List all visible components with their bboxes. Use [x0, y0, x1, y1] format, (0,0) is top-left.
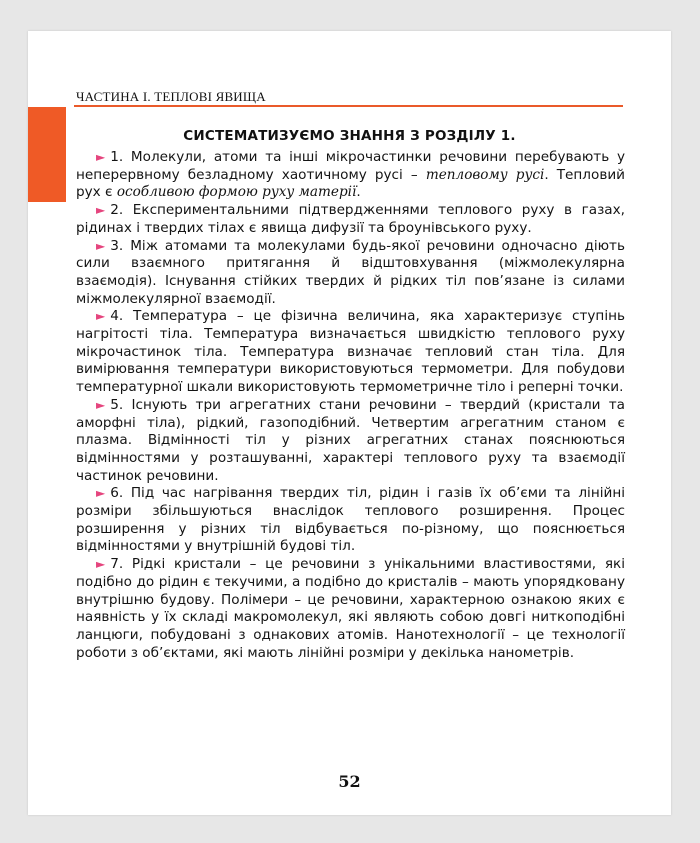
summary-list: [76, 149, 625, 662]
triangle-bullet-icon: ►: [96, 486, 106, 501]
triangle-bullet-icon: ►: [96, 397, 106, 412]
section-title: СИСТЕМАТИЗУЄМО ЗНАННЯ З РОЗДІЛУ 1.: [183, 128, 516, 144]
running-header: ЧАСТИНА І. ТЕПЛОВІ ЯВИЩА: [76, 89, 266, 104]
page-number: 52: [338, 772, 361, 791]
list-item: ► 1. Молекули, атоми та інші мікрочастинки речовини перебувають у неперервному безладному хаотичному русі – тепловому русі. Тепловий рух є особливою формою руху матерії.: [76, 149, 625, 201]
book-page: [28, 31, 671, 815]
list-item: ► 4. Температура – це фізична величина, яка характеризує ступінь нагрітості тіла. Температура визначається швидкістю теплового руху мікрочастинок тіла. Температура визначає тепловий стан тіла. Для вимірювання температури використовуються термометри. Для побудови температурної шкали використовують термометричне тіло і реперні точки.: [76, 308, 625, 396]
header-divider: [74, 105, 623, 107]
list-item: ► 7. Рідкі кристали – це речовини з унікальними властивостями, які подібно до рідин є текучими, а подібно до кристалів – мають упорядковану внутрішню будову. Полімери – це речовини, характерною ознакою яких є наявність у їх складі макромолекул, які являють собою довгі ниткоподібні ланцюги, побудовані з однакових атомів. Нанотехнології – це технології роботи з об’єктами, які мають лінійні розміри у декілька нанометрів.: [76, 556, 625, 661]
chapter-tab-marker: [28, 107, 66, 202]
list-item: ► 5. Існують три агрегатних стани речовини – твердий (кристали та аморфні тіла), рідкий, газоподібний. Четвертим агрегатним станом є плазма. Відмінності тіл у різних агрегатних станах пояснюються відмінностями у розташуванні, характері теплового руху та взаємодії частинок речовини.: [76, 396, 625, 484]
list-item: ► 2. Експериментальними підтвердженнями теплового руху в газах, рідинах і твердих тілах є явища дифузії та броунівського руху.: [76, 202, 625, 236]
list-item: ► 6. Під час нагрівання твердих тіл, рідин і газів їх об’єми та лінійні розміри збільшуються внаслідок теплового розширення. Процес розширення у різних тіл відбувається по-різному, що пояснюється відмінностями у внутрішній будові тіл.: [76, 485, 625, 555]
triangle-bullet-icon: ►: [96, 557, 106, 572]
triangle-bullet-icon: ►: [96, 150, 106, 164]
list-item: ► 3. Між атомами та молекулами будь-якої речовини одночасно діють сили взаємного притягання й відштовхування (міжмолекулярна взаємодія). Існування стійких твердих й рідких тіл пов’язане із силами міжмолекулярної взаємодії.: [76, 237, 625, 307]
triangle-bullet-icon: ►: [96, 238, 106, 253]
triangle-bullet-icon: ►: [96, 203, 106, 218]
triangle-bullet-icon: ►: [96, 309, 106, 324]
